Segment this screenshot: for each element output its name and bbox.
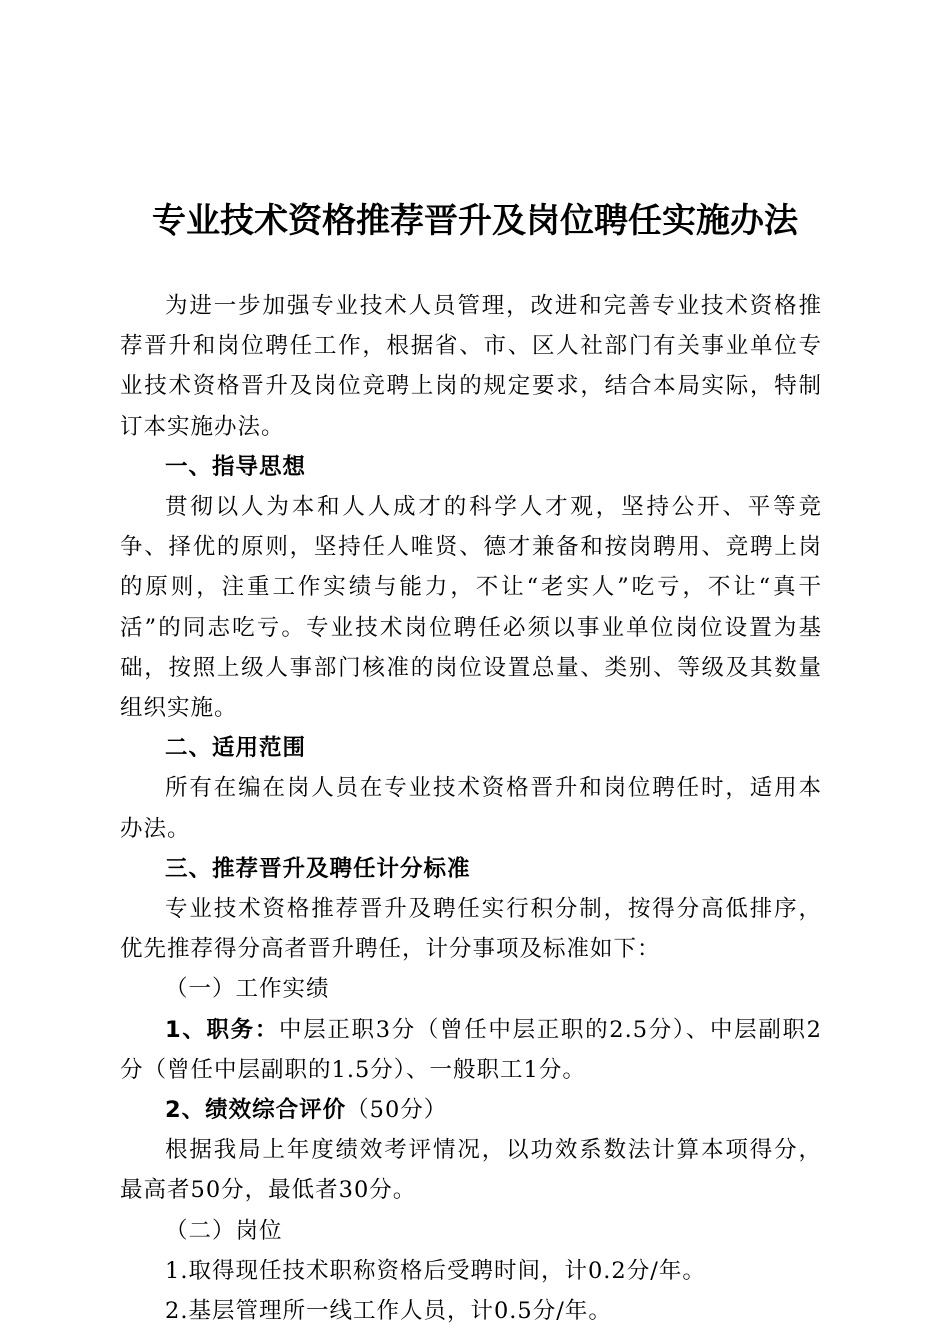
item-performance-text: 根据我局上年度绩效考评情况，以功效系数法计算本项得分，最高者50分，最低者30分。 [120,1137,822,1204]
document-body [120,286,822,1331]
item-position-text: 中层正职3分（曾任中层正职的2.5分）、中层副职2分（曾任中层副职的1.5分）、一般职工1分。 [120,1016,823,1083]
post-item-1: 1.取得现任技术职称资格后受聘时间，计0.2分/年。 [165,1257,706,1284]
intro-paragraph: 为进一步加强专业技术人员管理，改进和完善专业技术资格推荐晋升和岗位聘任工作，根据省、市、区人社部门有关事业单位专业技术资格晋升及岗位竞聘上岗的规定要求，结合本局实际，特制订本实施办法。 [120,293,822,440]
subsection-heading-work-performance: （一）工作实绩 [165,976,330,1003]
document-title: 专业技术资格推荐晋升及岗位聘任实施办法 [152,201,798,241]
item-position [120,1010,822,1090]
item-position-label: 1、职务： [165,1016,280,1043]
item-performance-heading [120,1090,822,1130]
section-paragraph-guiding-thought: 贯彻以人为本和人人成才的科学人才观，坚持公开、平等竞争、择优的原则，坚持任人唯贤、德才兼备和按岗聘用、竞聘上岗的原则，注重工作实绩与能力，不让“老实人”吃亏，不让“真干活”的同志吃亏。专业技术岗位聘任必须以事业单位岗位设置为基础，按照上级人事部门核准的岗位设置总量、类别、等级及其数量组织实施。 [120,494,822,722]
item-performance-points: （50分） [346,1097,448,1124]
post-item-2: 2.基层管理所一线工作人员，计0.5分/年。 [165,1298,612,1325]
subsection-heading-post: （二）岗位 [165,1217,283,1244]
section-heading-scoring-standard: 三、推荐晋升及聘任计分标准 [165,855,471,882]
section-paragraph-scoring-standard: 专业技术资格推荐晋升及聘任实行积分制，按得分高低排序，优先推荐得分高者晋升聘任，计分事项及标准如下： [120,896,822,963]
section-paragraph-scope: 所有在编在岗人员在专业技术资格晋升和岗位聘任时，适用本办法。 [120,775,822,842]
section-heading-guiding-thought: 一、指导思想 [165,453,307,480]
item-performance-label: 2、绩效综合评价 [165,1097,347,1124]
section-heading-scope: 二、适用范围 [165,735,307,762]
